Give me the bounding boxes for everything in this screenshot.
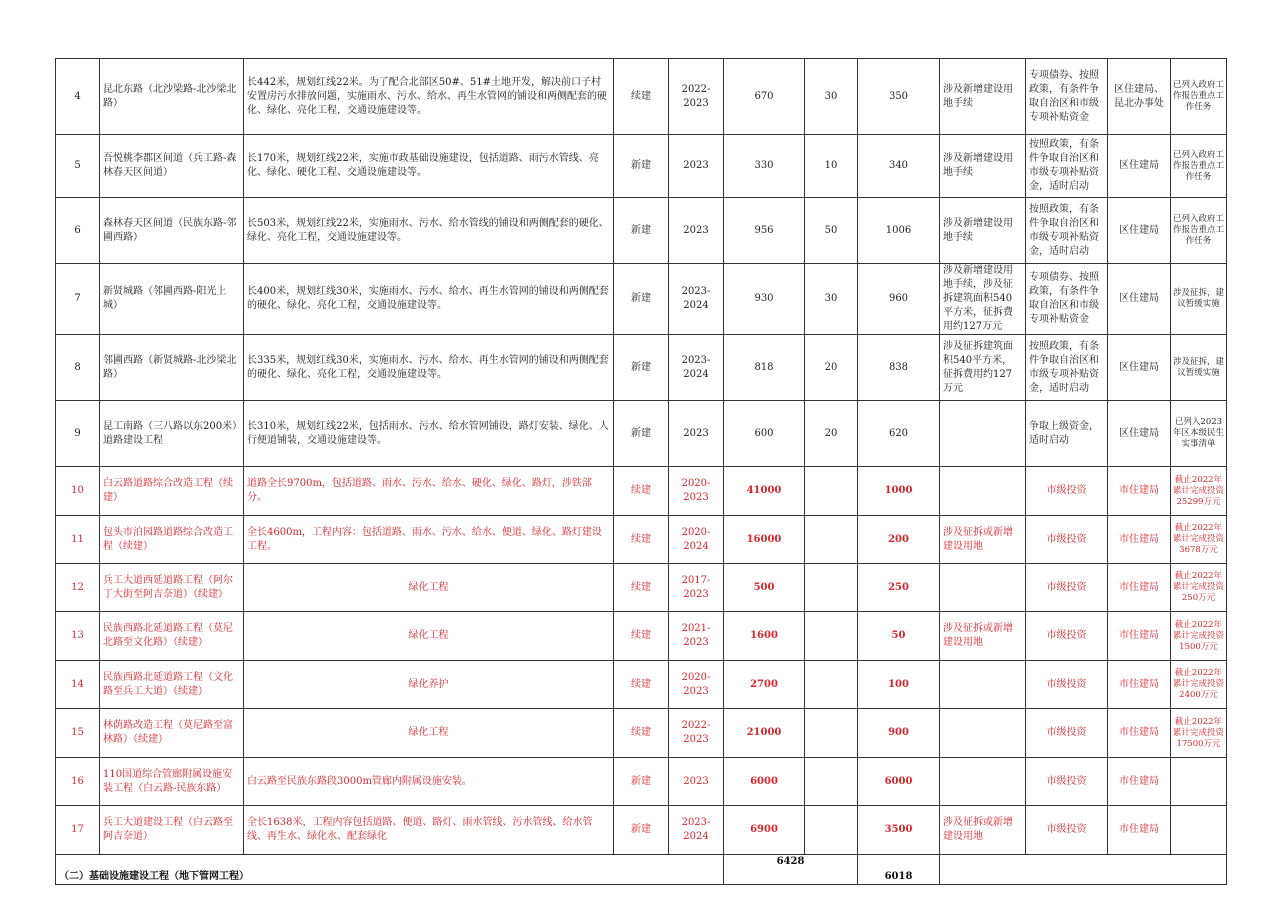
remarks-cell: 已列入2023年区本级民生实事清单: [1171, 401, 1227, 467]
summary-blank: [940, 855, 1227, 885]
planned-investment-cell: 3500: [858, 806, 940, 855]
remarks-cell: 截止2022年累计完成投资1500万元: [1171, 612, 1227, 661]
project-name-cell: 兵工大道西延道路工程（阿尔丁大街至阿吉奈道）（续建）: [100, 564, 244, 612]
construction-content-cell: 绿化工程: [244, 564, 614, 612]
issues-cell: [940, 758, 1026, 806]
construction-period-cell: 2023: [669, 198, 724, 264]
prior-investment-cell: [805, 612, 858, 661]
prior-investment-cell: 20: [805, 401, 858, 467]
total-investment-cell: 6000: [724, 758, 805, 806]
responsible-unit-cell: 区住建局: [1108, 198, 1171, 264]
issues-cell: 涉及新增建设用地手续: [940, 135, 1026, 198]
planned-investment-cell: 620: [858, 401, 940, 467]
project-name-cell: 民族西路北延道路工程（文化路至兵工大道）（续建）: [100, 661, 244, 709]
row-number-cell: 4: [56, 59, 100, 135]
funding-source-cell: 按照政策，有条件争取自治区和市级专项补贴资金，适时启动: [1026, 135, 1108, 198]
prior-investment-cell: 30: [805, 59, 858, 135]
funding-source-cell: 市级投资: [1026, 564, 1108, 612]
issues-cell: [940, 401, 1026, 467]
issues-cell: 涉及征拆或新增建设用地: [940, 612, 1026, 661]
remarks-cell: [1171, 806, 1227, 855]
planned-investment-cell: 200: [858, 516, 940, 564]
prior-investment-cell: 10: [805, 135, 858, 198]
responsible-unit-cell: 区住建局: [1108, 401, 1171, 467]
construction-period-cell: 2023: [669, 758, 724, 806]
construction-content-cell: 长310米，规划红线22米，包括雨水、污水、给水管网铺设，路灯安装、绿化、人行便道铺装，交通设施建设等。: [244, 401, 614, 467]
section-title: （二）基础设施建设工程（地下管网工程）: [56, 855, 724, 885]
construction-content-cell: 长335米，规划红线30米，实施雨水、污水、给水、再生水管网的铺设和两侧配套的硬化、绿化、亮化工程，交通设施建设等。: [244, 335, 614, 401]
construction-type-cell: 续建: [614, 709, 669, 758]
construction-type-cell: 续建: [614, 516, 669, 564]
funding-source-cell: 市级投资: [1026, 661, 1108, 709]
row-number-cell: 10: [56, 467, 100, 516]
responsible-unit-cell: 区住建局: [1108, 264, 1171, 335]
responsible-unit-cell: 市住建局: [1108, 467, 1171, 516]
planned-investment-cell: 340: [858, 135, 940, 198]
construction-type-cell: 新建: [614, 264, 669, 335]
table-row: [56, 264, 1227, 335]
responsible-unit-cell: 市住建局: [1108, 806, 1171, 855]
table-row: [56, 198, 1227, 264]
responsible-unit-cell: 市住建局: [1108, 564, 1171, 612]
prior-investment-cell: [805, 516, 858, 564]
total-investment-cell: 16000: [724, 516, 805, 564]
construction-content-cell: 道路全长9700m，包括道路、雨水、污水、给水、硬化、绿化、路灯，涉铁部分。: [244, 467, 614, 516]
construction-period-cell: 2022-2023: [669, 709, 724, 758]
project-name-cell: 兵工大道建设工程（白云路至阿吉奈道）: [100, 806, 244, 855]
construction-period-cell: 2023: [669, 135, 724, 198]
remarks-cell: 截止2022年累计完成投资2400万元: [1171, 661, 1227, 709]
remarks-cell: 涉及征拆，建议暂缓实施: [1171, 264, 1227, 335]
total-investment-cell: 21000: [724, 709, 805, 758]
construction-content-cell: 长170米，规划红线22米，实施市政基础设施建设，包括道路、雨污水管线、亮化、绿化、硬化工程、交通设施建设等。: [244, 135, 614, 198]
funding-source-cell: 市级投资: [1026, 516, 1108, 564]
table-row: [56, 59, 1227, 135]
row-number-cell: 15: [56, 709, 100, 758]
funding-source-cell: 按照政策，有条件争取自治区和市级专项补贴资金，适时启动: [1026, 335, 1108, 401]
row-number-cell: 16: [56, 758, 100, 806]
responsible-unit-cell: 市住建局: [1108, 661, 1171, 709]
remarks-cell: 已列入政府工作报告重点工作任务: [1171, 59, 1227, 135]
table-row: [56, 661, 1227, 709]
construction-type-cell: 续建: [614, 661, 669, 709]
issues-cell: 涉及新增建设用地手续，涉及征拆建筑面积540平方米，征拆费用约127万元: [940, 264, 1026, 335]
responsible-unit-cell: 市住建局: [1108, 709, 1171, 758]
funding-source-cell: 市级投资: [1026, 709, 1108, 758]
construction-type-cell: 续建: [614, 564, 669, 612]
project-name-cell: 110国道综合管廊附属设施安装工程（白云路-民族东路）: [100, 758, 244, 806]
prior-investment-cell: 50: [805, 198, 858, 264]
issues-cell: [940, 709, 1026, 758]
remarks-cell: 已列入政府工作报告重点工作任务: [1171, 135, 1227, 198]
planned-investment-cell: 6000: [858, 758, 940, 806]
prior-investment-cell: [805, 758, 858, 806]
total-investment-cell: 41000: [724, 467, 805, 516]
total-investment-cell: 600: [724, 401, 805, 467]
prior-investment-cell: [805, 564, 858, 612]
planned-investment-cell: 1006: [858, 198, 940, 264]
row-number-cell: 5: [56, 135, 100, 198]
funding-source-cell: 市级投资: [1026, 612, 1108, 661]
total-investment-cell: 956: [724, 198, 805, 264]
table-row: [56, 612, 1227, 661]
total-investment-cell: 670: [724, 59, 805, 135]
row-number-cell: 8: [56, 335, 100, 401]
construction-type-cell: 新建: [614, 758, 669, 806]
total-investment-cell: 6900: [724, 806, 805, 855]
responsible-unit-cell: 市住建局: [1108, 612, 1171, 661]
remarks-cell: 截止2022年累计完成投资25299万元: [1171, 467, 1227, 516]
table-row: [56, 564, 1227, 612]
construction-content-cell: 全长4600m，工程内容：包括道路、雨水、污水、给水、便道、绿化、路灯建设工程。: [244, 516, 614, 564]
row-number-cell: 9: [56, 401, 100, 467]
construction-content-cell: 绿化养护: [244, 661, 614, 709]
planned-investment-cell: 350: [858, 59, 940, 135]
construction-type-cell: 新建: [614, 806, 669, 855]
table-row: [56, 516, 1227, 564]
row-number-cell: 12: [56, 564, 100, 612]
construction-type-cell: 续建: [614, 612, 669, 661]
construction-period-cell: 2023-2024: [669, 335, 724, 401]
project-name-cell: 吾悦桃李郡区间道（兵工路-森林春天区间道）: [100, 135, 244, 198]
construction-type-cell: 新建: [614, 135, 669, 198]
construction-content-cell: 绿化工程: [244, 612, 614, 661]
prior-investment-cell: [805, 709, 858, 758]
total-investment-cell: 930: [724, 264, 805, 335]
construction-period-cell: 2022-2023: [669, 59, 724, 135]
construction-content-cell: 绿化工程: [244, 709, 614, 758]
remarks-cell: 涉及征拆，建议暂缓实施: [1171, 335, 1227, 401]
row-number-cell: 6: [56, 198, 100, 264]
project-name-cell: 森林春天区间道（民族东路-邻圃西路）: [100, 198, 244, 264]
row-number-cell: 7: [56, 264, 100, 335]
project-name-cell: 昆北东路（北沙梁路-北沙梁北路）: [100, 59, 244, 135]
issues-cell: [940, 661, 1026, 709]
remarks-cell: 截止2022年累计完成投资250万元: [1171, 564, 1227, 612]
construction-period-cell: 2023-2024: [669, 806, 724, 855]
project-name-cell: 邻圃西路（新贤城路-北沙梁北路）: [100, 335, 244, 401]
table-row: [56, 467, 1227, 516]
funding-source-cell: 按照政策，有条件争取自治区和市级专项补贴资金，适时启动: [1026, 198, 1108, 264]
project-name-cell: 白云路道路综合改造工程（续建）: [100, 467, 244, 516]
construction-content-cell: 长400米，规划红线30米，实施雨水、污水、给水、再生水管网的铺设和两侧配套的硬化、绿化、亮化工程，交通设施建设等。: [244, 264, 614, 335]
prior-investment-cell: 20: [805, 335, 858, 401]
project-table: [55, 58, 1227, 885]
funding-source-cell: 专项债券、按照政策，有条件争取自治区和市级专项补贴资金: [1026, 264, 1108, 335]
construction-period-cell: 2020-2023: [669, 661, 724, 709]
responsible-unit-cell: 区住建局、昆北办事处: [1108, 59, 1171, 135]
construction-type-cell: 新建: [614, 335, 669, 401]
responsible-unit-cell: 市住建局: [1108, 758, 1171, 806]
construction-period-cell: 2023-2024: [669, 264, 724, 335]
responsible-unit-cell: 区住建局: [1108, 335, 1171, 401]
total-investment-cell: 500: [724, 564, 805, 612]
funding-source-cell: 专项债券、按照政策，有条件争取自治区和市级专项补贴资金: [1026, 59, 1108, 135]
funding-source-cell: 市级投资: [1026, 806, 1108, 855]
table-body: [56, 59, 1227, 885]
prior-investment-cell: [805, 806, 858, 855]
planned-investment-cell: 1000: [858, 467, 940, 516]
remarks-cell: 截止2022年累计完成投资17500万元: [1171, 709, 1227, 758]
planned-investment-cell: 838: [858, 335, 940, 401]
prior-investment-cell: 30: [805, 264, 858, 335]
planned-investment-cell: 50: [858, 612, 940, 661]
spreadsheet-page: [55, 58, 1226, 882]
issues-cell: 涉及征拆或新增建设用地: [940, 516, 1026, 564]
project-name-cell: 新贤城路（邻圃西路-阳光上城）: [100, 264, 244, 335]
row-number-cell: 14: [56, 661, 100, 709]
construction-period-cell: 2020-2024: [669, 516, 724, 564]
construction-period-cell: 2021-2023: [669, 612, 724, 661]
construction-type-cell: 新建: [614, 401, 669, 467]
planned-investment-cell: 100: [858, 661, 940, 709]
prior-investment-cell: [805, 661, 858, 709]
table-row: [56, 135, 1227, 198]
project-name-cell: 民族西路北延道路工程（莫尼北路至文化路）（续建）: [100, 612, 244, 661]
table-row: [56, 709, 1227, 758]
issues-cell: [940, 467, 1026, 516]
summary-total-investment: 6428: [724, 855, 858, 885]
responsible-unit-cell: 区住建局: [1108, 135, 1171, 198]
row-number-cell: 17: [56, 806, 100, 855]
funding-source-cell: 市级投资: [1026, 467, 1108, 516]
project-name-cell: 林荫路改造工程（莫尼路至富林路）（续建）: [100, 709, 244, 758]
planned-investment-cell: 900: [858, 709, 940, 758]
table-row: [56, 806, 1227, 855]
remarks-cell: 截止2022年累计完成投资3678万元: [1171, 516, 1227, 564]
planned-investment-cell: 960: [858, 264, 940, 335]
table-row: [56, 758, 1227, 806]
construction-type-cell: 续建: [614, 467, 669, 516]
row-number-cell: 11: [56, 516, 100, 564]
construction-period-cell: 2023: [669, 401, 724, 467]
issues-cell: [940, 564, 1026, 612]
project-name-cell: 包头市泊园路道路综合改造工程（续建）: [100, 516, 244, 564]
project-name-cell: 昆工南路（三八路以东200米）道路建设工程: [100, 401, 244, 467]
construction-type-cell: 续建: [614, 59, 669, 135]
remarks-cell: [1171, 758, 1227, 806]
total-investment-cell: 818: [724, 335, 805, 401]
issues-cell: 涉及新增建设用地手续: [940, 59, 1026, 135]
row-number-cell: 13: [56, 612, 100, 661]
construction-content-cell: 长442米，规划红线22米。为了配合北部区50#、51#土地开发，解决前口子村安置房污水排放问题，实施雨水、污水、给水、再生水管网的铺设和两侧配套的硬化、绿化、亮化工程，交通设施建设等。: [244, 59, 614, 135]
total-investment-cell: 2700: [724, 661, 805, 709]
responsible-unit-cell: 市住建局: [1108, 516, 1171, 564]
prior-investment-cell: [805, 467, 858, 516]
table-row: [56, 335, 1227, 401]
remarks-cell: 已列入政府工作报告重点工作任务: [1171, 198, 1227, 264]
summary-row: [56, 855, 1227, 885]
construction-content-cell: 全长1638米，工程内容包括道路、便道、路灯、雨水管线、污水管线、给水管线、再生水、绿化水、配套绿化: [244, 806, 614, 855]
issues-cell: 涉及征拆或新增建设用地: [940, 806, 1026, 855]
funding-source-cell: 争取上级资金，适时启动: [1026, 401, 1108, 467]
construction-content-cell: 白云路至民族东路段3000m管廊内附属设施安装。: [244, 758, 614, 806]
issues-cell: 涉及新增建设用地手续: [940, 198, 1026, 264]
total-investment-cell: 1600: [724, 612, 805, 661]
issues-cell: 涉及征拆建筑面积540平方米，征拆费用约127万元: [940, 335, 1026, 401]
construction-type-cell: 新建: [614, 198, 669, 264]
construction-period-cell: 2020-2023: [669, 467, 724, 516]
funding-source-cell: 市级投资: [1026, 758, 1108, 806]
construction-period-cell: 2017-2023: [669, 564, 724, 612]
summary-planned-investment: 6018: [858, 855, 940, 885]
table-row: [56, 401, 1227, 467]
construction-content-cell: 长503米，规划红线22米，实施雨水、污水、给水管线的铺设和两侧配套的硬化、绿化、亮化工程，交通设施建设等。: [244, 198, 614, 264]
total-investment-cell: 330: [724, 135, 805, 198]
planned-investment-cell: 250: [858, 564, 940, 612]
